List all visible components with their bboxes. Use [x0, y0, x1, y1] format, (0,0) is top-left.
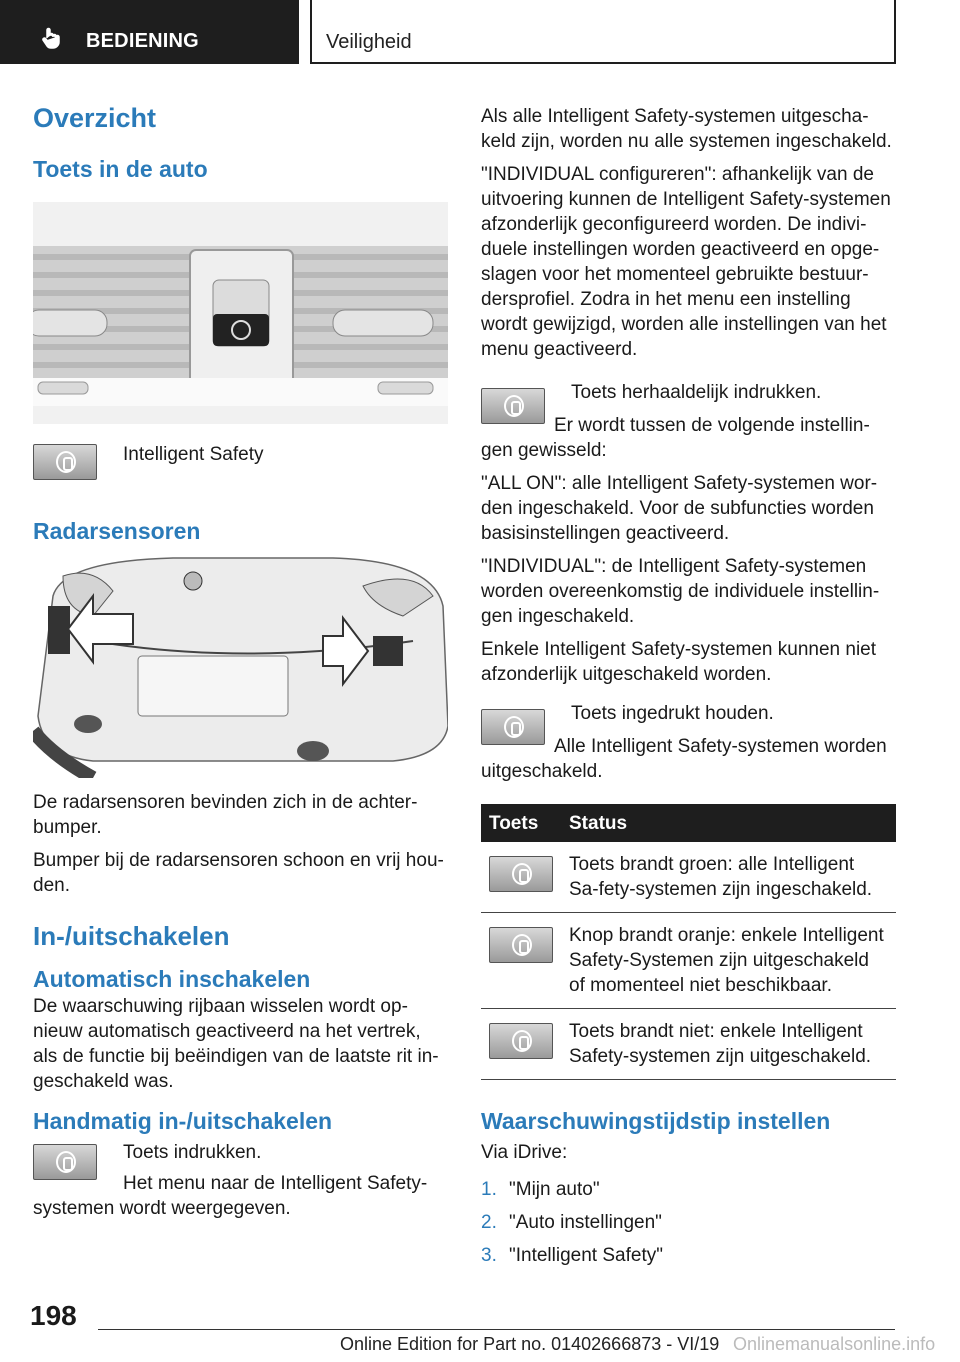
- section-tab: [0, 0, 299, 64]
- table-cell-status: Toets brandt groen: alle Intelligent Sa-fety-systemen zijn ingeschakeld.: [561, 842, 896, 913]
- manual-step-2: Het menu naar de Intelligent Safety-systemen wordt weergegeven.: [33, 1173, 428, 1219]
- hold-row: [481, 701, 896, 726]
- automatic-paragraph: De waarschuwing rijbaan wisselen wordt op-nieuw automatisch geactiveerd na het vertrek, als de functie bij beëindigen van de laatste rit in-geschakeld was.: [33, 996, 439, 1092]
- watermark-text: Onlinemanualsonline.info: [733, 1334, 936, 1354]
- heading-manual: Handmatig in-/uitschakelen: [33, 1108, 333, 1134]
- repeat-step-1: Toets herhaaldelijk indrukken.: [571, 382, 822, 403]
- table-row: [481, 1009, 896, 1080]
- intelligent-safety-row: [33, 442, 448, 500]
- individual-paragraph: "INDIVIDUAL": de Intelligent Safety-systemen worden overeenkomstig de individuele instellin-gen ingeschakeld.: [481, 556, 880, 627]
- table-cell-status: Toets brandt niet: enkele Intelligent Safety-systemen zijn uitgeschakeld.: [561, 1009, 896, 1080]
- idrive-steps: [481, 1177, 896, 1268]
- dashboard-button-image: [33, 202, 448, 424]
- rear-bumper-image: [33, 556, 448, 778]
- status-orange-icon: [489, 927, 553, 963]
- hold-button-icon: [481, 709, 545, 745]
- table-cell-status: Knop brandt oranje: enkele Intelligent Safety-Systemen zijn uitgeschakeld of momenteel niet beschikbaar.: [561, 913, 896, 1009]
- list-item: 1. "Mijn auto": [481, 1179, 600, 1200]
- page-number: 198: [30, 1300, 77, 1331]
- left-column: [33, 102, 448, 1229]
- heading-overview: Overzicht: [33, 103, 157, 133]
- table-row: [481, 913, 896, 1009]
- repeat-step-2: Er wordt tussen de volgende instellin-gen gewisseld:: [481, 415, 870, 461]
- via-idrive: Via iDrive:: [481, 1142, 568, 1163]
- right-column: [481, 104, 896, 1276]
- heading-radar-sensors: Radarsensoren: [33, 518, 201, 544]
- status-off-icon: [489, 1023, 553, 1059]
- hold-step-1: Toets ingedrukt houden.: [571, 703, 774, 724]
- chapter-label: Veiligheid: [326, 31, 412, 53]
- intelligent-safety-button-icon: [33, 444, 97, 480]
- table-header-button: Toets: [481, 804, 561, 842]
- manual-button-icon: [33, 1144, 97, 1180]
- section-label: BEDIENING: [86, 30, 199, 52]
- chapter-tab: [310, 0, 896, 64]
- heading-automatic: Automatisch inschakelen: [33, 966, 311, 992]
- right-paragraph-1: Als alle Intelligent Safety-systemen uitgescha-keld zijn, worden nu alle systemen ingeschakeld.: [481, 106, 892, 152]
- heading-on-off: In-/uitschakelen: [33, 921, 230, 951]
- footer-divider: [98, 1329, 895, 1330]
- status-table: [481, 804, 896, 1080]
- list-item: 3. "Intelligent Safety": [481, 1245, 663, 1266]
- list-item: 2. "Auto instellingen": [481, 1212, 662, 1233]
- table-row: [481, 842, 896, 913]
- right-paragraph-2: "INDIVIDUAL configureren": afhankelijk van de uitvoering kunnen de Intelligent Safety-systemen afzonderlijk geconfigureerd worden. De indivi-duele instellingen worden geactiveerd en opge-slagen voor het momenteel gebruikte bestuur-dersprofiel. Zodra in het menu een instelling wordt gewijzigd, worden alle instellingen van het menu geactiveerd.: [481, 164, 891, 360]
- footer-text: Online Edition for Part no. 01402666873 - VI/19: [340, 1334, 720, 1354]
- hand-icon: [40, 27, 62, 49]
- some-systems-paragraph: Enkele Intelligent Safety-systemen kunnen niet afzonderlijk uitgeschakeld worden.: [481, 639, 877, 685]
- hold-step-2: Alle Intelligent Safety-systemen worden uitgeschakeld.: [481, 736, 887, 782]
- heading-warning-time: Waarschuwingstijdstip instellen: [481, 1108, 831, 1134]
- intelligent-safety-caption: Intelligent Safety: [123, 444, 264, 465]
- heading-button-in-car: Toets in de auto: [33, 156, 208, 182]
- status-green-icon: [489, 856, 553, 892]
- repeat-press-row: [481, 380, 896, 405]
- radar-paragraph-2: Bumper bij de radarsensoren schoon en vrij hou-den.: [33, 850, 444, 896]
- radar-paragraph-1: De radarsensoren bevinden zich in de achter-bumper.: [33, 792, 418, 838]
- table-header-status: Status: [561, 804, 896, 842]
- all-on-paragraph: "ALL ON": alle Intelligent Safety-systemen wor-den ingeschakeld. Voor de subfuncties worden basisinstellingen geactiveerd.: [481, 473, 878, 544]
- manual-step-1: Toets indrukken.: [123, 1142, 262, 1163]
- manual-row: [33, 1140, 448, 1165]
- repeat-button-icon: [481, 388, 545, 424]
